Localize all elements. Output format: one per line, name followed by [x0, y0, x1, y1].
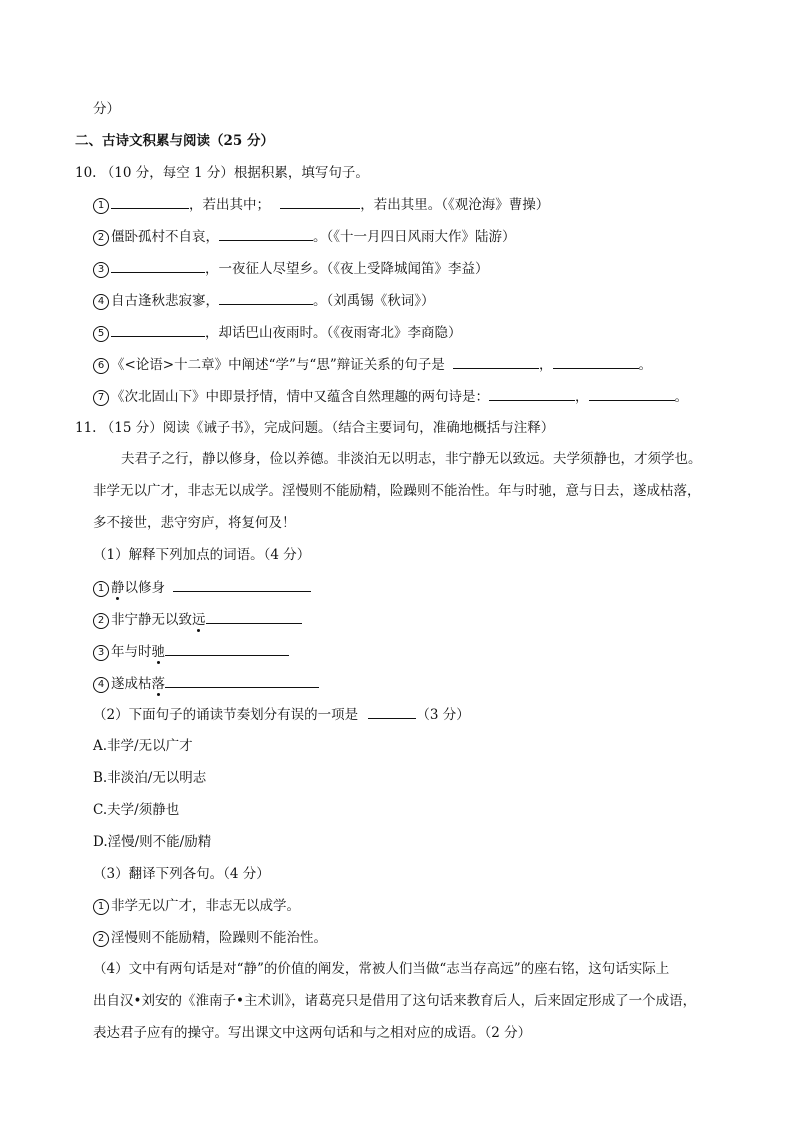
word-item-3 [93, 641, 289, 662]
text: 表达君子应有的操守。写出课文中这两句话和与之相对应的成语。（2 分） [93, 1025, 532, 1041]
fill-blank[interactable] [173, 577, 311, 592]
fill-blank[interactable] [111, 322, 205, 337]
circled-number: 2 [93, 931, 109, 947]
text: 出自汉•刘安的《淮南子•主术训》，诸葛亮只是借用了这句话来教育后人，后来固定形成了一个成语， [93, 993, 697, 1009]
text: 非学无以广才，非志无以成学。 [111, 898, 300, 914]
text: 年与时 [111, 644, 152, 660]
fill-blank[interactable] [219, 226, 313, 241]
text: （2）下面句子的诵读节奏划分有误的一项是 [93, 707, 359, 723]
circled-number: 7 [93, 390, 109, 406]
fill-blank[interactable] [165, 673, 319, 688]
dotted-word: 落 [151, 676, 165, 692]
fill-blank[interactable] [368, 704, 416, 719]
circled-number: 3 [93, 645, 109, 661]
text: ， [539, 357, 553, 373]
text: 多不接世，悲守穷庐，将复何及！ [93, 515, 296, 531]
fill-blank[interactable] [111, 258, 205, 273]
q10-item-1 [93, 194, 549, 215]
fill-blank[interactable] [111, 194, 189, 209]
text: ， [575, 389, 589, 405]
circled-number: 1 [93, 198, 109, 214]
q10-item-3 [93, 258, 489, 279]
text: ，若出其中； [189, 197, 270, 213]
text: （4）文中有两句话是对“静”的价值的阐发，常被人们当做“志当存高远”的座右铭，这句话实际上 [93, 961, 670, 977]
text: ，却话巴山夜雨时。（《夜雨寄北》李商隐） [205, 325, 462, 341]
word-item-1 [93, 577, 311, 598]
option-a [93, 736, 193, 756]
text: 僵卧孤村不自哀， [111, 229, 219, 245]
text: （3）翻译下列各句。（4 分） [93, 866, 270, 882]
text: （1）解释下列加点的词语。（4 分） [93, 547, 311, 563]
text: 非宁静无以致 [111, 612, 192, 628]
text: 。（刘禹锡《秋词》） [313, 293, 435, 309]
text: 《次北固山下》中即景抒情，情中又蕴含自然理趣的两句诗是： [111, 389, 489, 405]
translate-item-2 [93, 928, 327, 948]
text: 夫君子之行，静以修身，俭以养德。非淡泊无以明志，非宁静无以致远。夫学须静也，才须学也。 [121, 451, 702, 467]
text: 二、古诗文积累与阅读（25 分） [75, 133, 274, 149]
q10-item-2 [93, 226, 516, 247]
circled-number: 1 [93, 899, 109, 915]
fill-blank[interactable] [489, 386, 575, 401]
circled-number: 3 [93, 262, 109, 278]
text: 。 [674, 389, 688, 405]
circled-number: 2 [93, 230, 109, 246]
passage-line [93, 481, 701, 501]
text: 。 [638, 357, 653, 373]
option-c [93, 800, 179, 820]
text: 。（《十一月四日风雨大作》陆游） [313, 229, 516, 245]
text: 自古逢秋悲寂寥， [111, 293, 219, 309]
q10-item-7 [93, 386, 688, 407]
text: ，一夜征人尽望乡。（《夜上受降城闻笛》李益） [205, 261, 489, 277]
question-10 [75, 163, 369, 183]
question-11 [75, 418, 554, 438]
circled-number: 2 [93, 613, 109, 629]
text: 以 [124, 580, 138, 596]
text: （3 分） [416, 707, 470, 723]
word-item-2 [93, 609, 302, 630]
sub-question-4 [93, 959, 669, 979]
passage-line [121, 449, 702, 469]
text: B.非淡泊/无以明志 [93, 770, 207, 786]
translate-item-1 [93, 896, 300, 916]
text: ，若出其里。（《观沧海》曹操） [360, 197, 550, 213]
fill-blank[interactable] [553, 354, 639, 369]
fill-blank[interactable] [589, 386, 675, 401]
sub-question-3 [93, 864, 270, 884]
text: 分） [93, 101, 120, 117]
option-d [93, 832, 211, 852]
text: A.非学/无以广才 [93, 738, 193, 754]
circled-number: 4 [93, 677, 109, 693]
circled-number: 1 [93, 581, 109, 597]
text: 《<论语>十二章》中阐述“学”与“思”辩证关系的句子是 [111, 357, 445, 373]
fill-blank[interactable] [219, 290, 313, 305]
text: 修身 [138, 580, 165, 596]
circled-number: 4 [93, 294, 109, 310]
q10-item-5 [93, 322, 462, 343]
section-heading [75, 131, 274, 151]
q10-item-6 [93, 354, 652, 375]
fill-blank[interactable] [280, 194, 360, 209]
text: C.夫学/须静也 [93, 802, 180, 818]
text: 淫慢则不能励精，险躁则不能治性。 [111, 930, 327, 946]
dotted-word: 静 [111, 580, 125, 596]
text: 非学无以广才，非志无以成学。淫慢则不能励精，险躁则不能治性。年与时驰，意与日去，遂成枯落， [93, 483, 701, 499]
circled-number: 6 [93, 358, 109, 374]
dotted-word: 驰 [151, 644, 165, 660]
option-b [93, 768, 206, 788]
text: D.淫慢/则不能/励精 [93, 834, 212, 850]
fill-blank[interactable] [453, 354, 539, 369]
text: 遂成枯 [111, 676, 152, 692]
text: 10. （10 分，每空 1 分）根据积累，填写句子。 [75, 165, 369, 181]
dotted-word: 远 [192, 612, 206, 628]
sub-question-1 [93, 545, 310, 565]
sub-question-4-cont [93, 991, 696, 1011]
circled-number: 5 [93, 326, 109, 342]
continued-fragment [93, 99, 120, 119]
fill-blank[interactable] [206, 609, 302, 624]
fill-blank[interactable] [165, 641, 289, 656]
sub-question-4-cont [93, 1023, 531, 1043]
sub-question-2 [93, 704, 470, 725]
word-item-4 [93, 673, 319, 694]
passage-line [93, 513, 296, 533]
text: 11. （15 分）阅读《诫子书》，完成问题。（结合主要词句，准确地概括与注释） [75, 420, 555, 436]
q10-item-4 [93, 290, 435, 311]
